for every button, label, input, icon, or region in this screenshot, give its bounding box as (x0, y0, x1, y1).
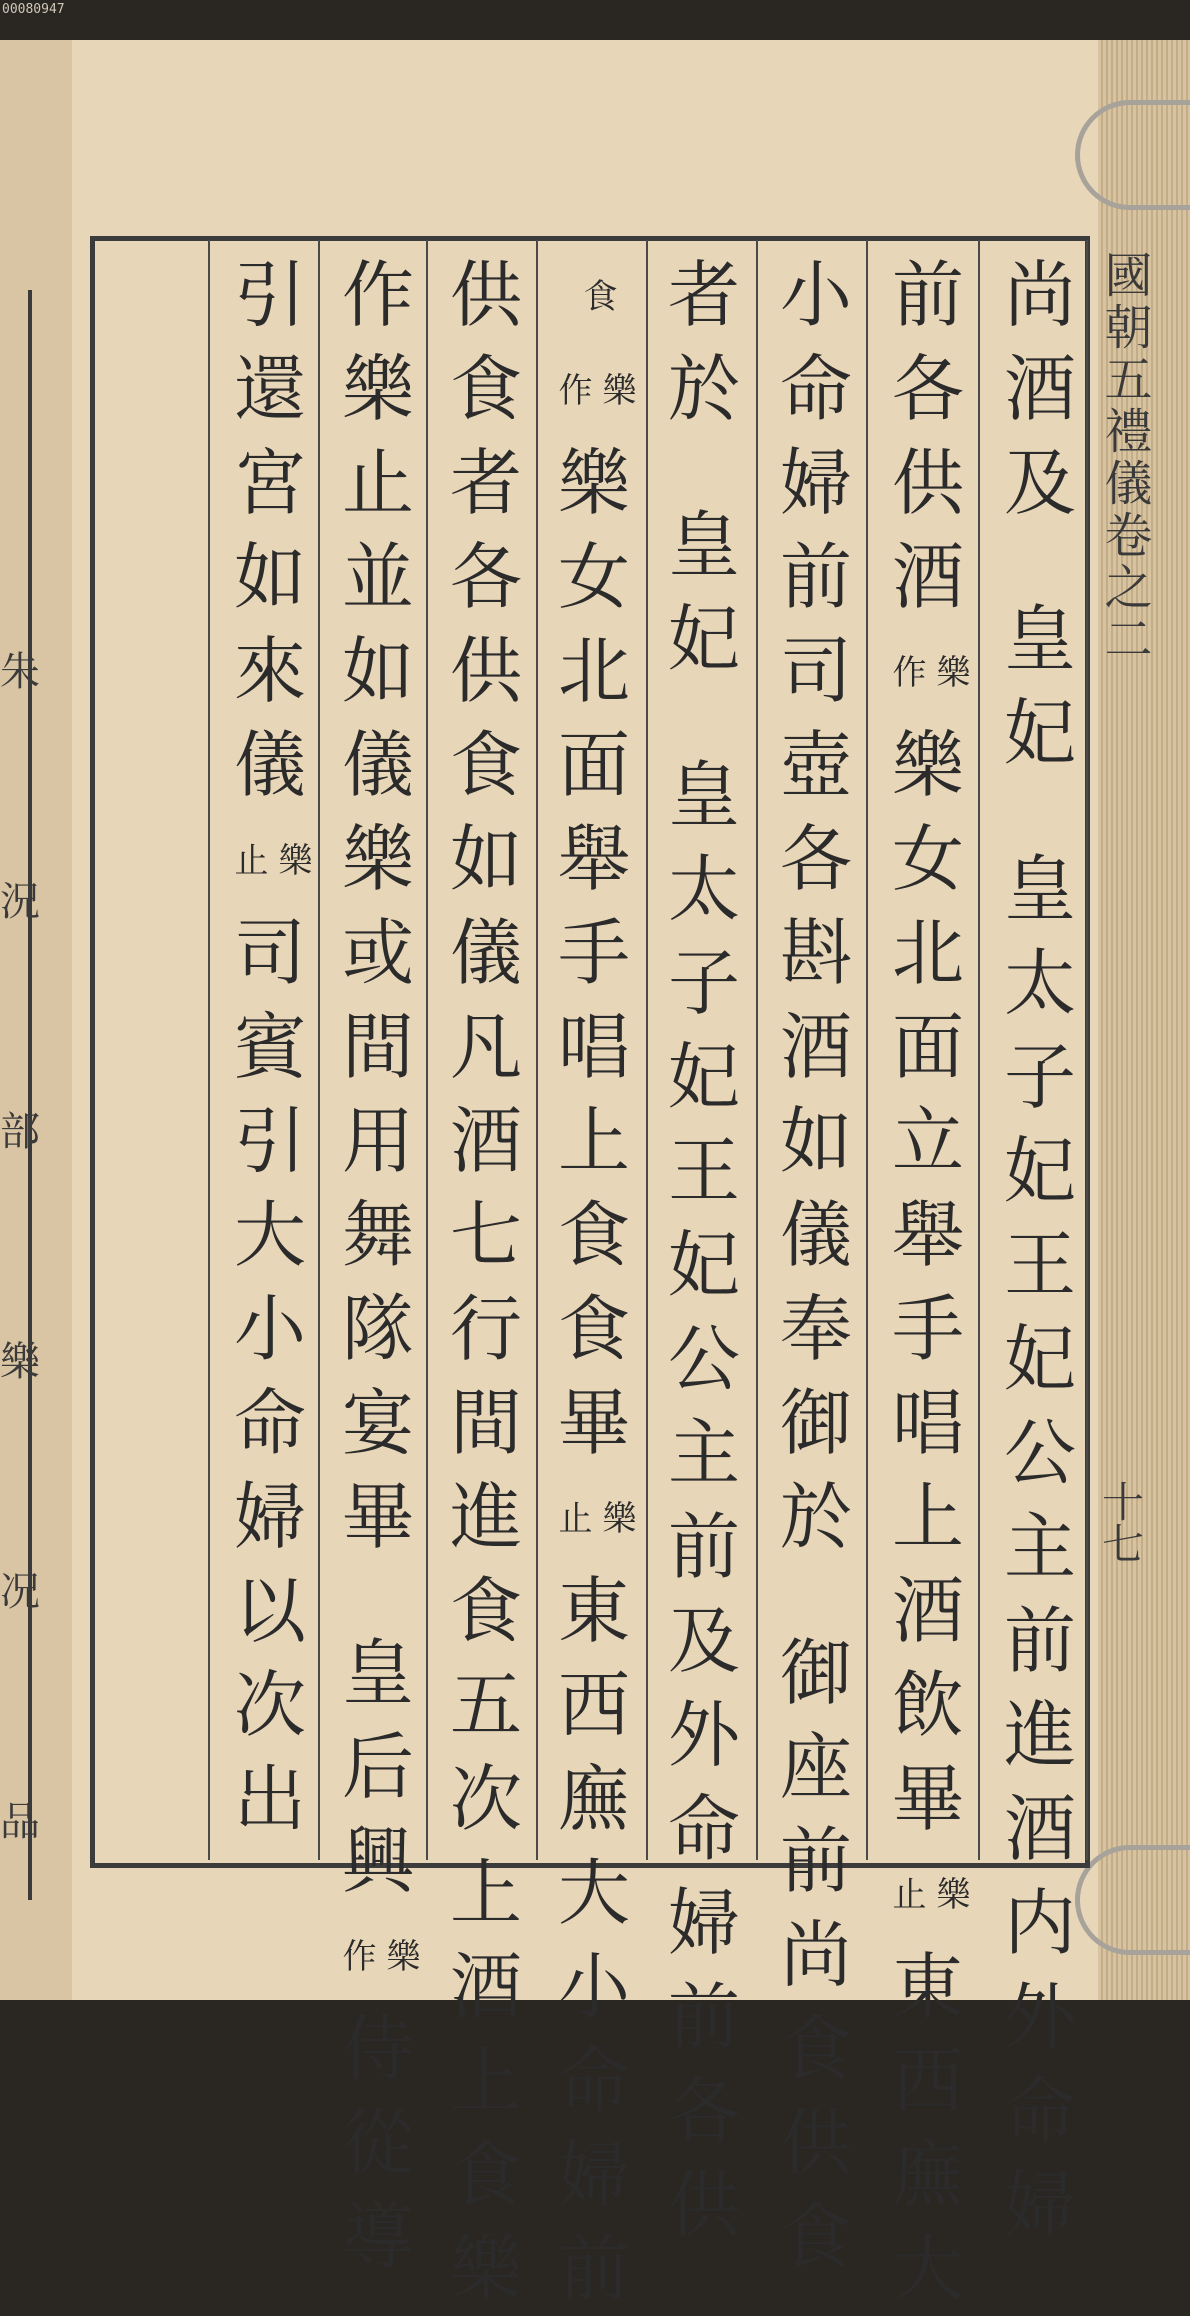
note-char: 食 (577, 278, 617, 312)
text-char: 來 (233, 629, 306, 713)
text-char: 樂 (449, 2227, 522, 2311)
left-leaf-char: 朱 (0, 649, 40, 695)
left-leaf-char: 部 (0, 1109, 40, 1155)
text-char: 婦 (1003, 2163, 1076, 2247)
text-char: 次 (449, 1757, 522, 1841)
text-char: 前 (667, 1975, 740, 2059)
text-char: 婦 (779, 441, 852, 525)
text-char: 供 (449, 253, 522, 337)
text-char: 公 (1003, 1411, 1076, 1495)
text-char: 命 (557, 2039, 630, 2123)
text-column (222, 248, 318, 1846)
text-char: 大 (557, 1851, 630, 1935)
text-char: 大 (891, 2227, 964, 2311)
text-char: 酒 (449, 1099, 522, 1183)
text-char: 妃 (667, 597, 740, 681)
text-char: 供 (891, 441, 964, 525)
text-char: 飲 (891, 1663, 964, 1747)
text-char: 妃 (1003, 1317, 1076, 1401)
text-char: 外 (667, 1693, 740, 1777)
text-char: 及 (667, 1599, 740, 1683)
text-char: 樂 (891, 723, 964, 807)
text-char: 上 (449, 1851, 522, 1935)
text-char: 廡 (557, 1757, 630, 1841)
text-char: 食 (779, 2195, 852, 2279)
text-char: 前 (779, 535, 852, 619)
text-char: 立 (891, 1099, 964, 1183)
text-char: 並 (341, 535, 414, 619)
note-char: 樂 (380, 1938, 420, 1972)
text-char: 御 (779, 1631, 852, 1715)
interlinear-note (553, 342, 635, 436)
text-char: 食 (557, 1193, 630, 1277)
bottom-clip-icon (1075, 1845, 1190, 1955)
text-char: 食 (557, 1287, 630, 1371)
left-leaf-char: 品 (0, 1799, 40, 1845)
scan-id-label: 00080947 (2, 2, 65, 17)
text-char: 樂 (557, 441, 630, 525)
note-char: 樂 (272, 842, 312, 876)
text-char: 畢 (891, 1757, 964, 1841)
text-char: 小 (779, 253, 852, 337)
text-char: 大 (233, 1193, 306, 1277)
text-char: 妃 (1003, 691, 1076, 775)
column-rule (646, 240, 648, 1860)
text-char: 東 (891, 1945, 964, 2029)
text-column (656, 248, 752, 2252)
text-char: 皇 (667, 753, 740, 837)
column-rule (866, 240, 868, 1860)
text-char: 五 (449, 1663, 522, 1747)
text-char: 婦 (667, 1881, 740, 1965)
text-char: 子 (1003, 1035, 1076, 1119)
text-char: 者 (449, 441, 522, 525)
text-char: 前 (667, 1505, 740, 1589)
text-char: 御 (779, 1381, 852, 1465)
text-char: 座 (779, 1725, 852, 1809)
text-char: 北 (557, 629, 630, 713)
folio-number: 十七 (1096, 1480, 1145, 1564)
text-char: 如 (449, 817, 522, 901)
text-char: 食 (779, 2007, 852, 2091)
text-char: 小 (557, 1945, 630, 2029)
left-leaf-char: 樂 (0, 1339, 40, 1385)
text-char: 用 (341, 1099, 414, 1183)
text-char: 主 (1003, 1505, 1076, 1589)
text-char: 上 (449, 2039, 522, 2123)
text-char: 唱 (557, 1005, 630, 1089)
text-column (438, 248, 534, 2316)
interlinear-note (553, 1470, 635, 1564)
previous-page-leaf (0, 40, 80, 2000)
text-char: 命 (1003, 2069, 1076, 2153)
text-char: 七 (449, 1193, 522, 1277)
text-char: 皇 (341, 1631, 414, 1715)
text-char: 西 (557, 1663, 630, 1747)
text-char: 前 (1003, 1599, 1076, 1683)
text-char: 妃 (667, 1035, 740, 1119)
text-char: 北 (891, 911, 964, 995)
text-char: 尚 (779, 1913, 852, 1997)
column-rule (318, 240, 320, 1860)
text-char: 宴 (341, 1381, 414, 1465)
text-char: 及 (1003, 441, 1076, 525)
text-char: 命 (667, 1787, 740, 1871)
text-char: 舉 (891, 1193, 964, 1277)
note-char: 止 (552, 1500, 592, 1534)
text-char: 王 (667, 1129, 740, 1213)
note-char: 作 (886, 654, 926, 688)
text-char: 儀 (779, 1193, 852, 1277)
text-char: 上 (557, 1099, 630, 1183)
text-char: 進 (1003, 1693, 1076, 1777)
text-char: 引 (233, 253, 306, 337)
text-char: 前 (779, 1819, 852, 1903)
text-column (546, 248, 642, 2316)
text-char: 手 (891, 1287, 964, 1371)
text-char: 於 (779, 1475, 852, 1559)
text-char: 主 (667, 1411, 740, 1495)
text-char: 公 (667, 1317, 740, 1401)
text-char: 間 (449, 1381, 522, 1465)
text-char: 侍 (341, 2007, 414, 2091)
text-char: 西 (891, 2039, 964, 2123)
text-char: 女 (557, 535, 630, 619)
text-char: 太 (667, 847, 740, 931)
text-column (768, 248, 864, 2284)
text-char: 如 (779, 1099, 852, 1183)
text-char: 還 (233, 347, 306, 431)
text-char: 酒 (891, 535, 964, 619)
text-char: 各 (449, 535, 522, 619)
text-char: 命 (779, 347, 852, 431)
note-char: 樂 (930, 1876, 970, 1910)
text-char: 從 (341, 2101, 414, 2185)
text-char: 或 (341, 911, 414, 995)
text-char: 司 (233, 911, 306, 995)
text-char: 舉 (557, 817, 630, 901)
text-char: 畢 (341, 1475, 414, 1559)
text-char: 食 (449, 2133, 522, 2217)
column-rule (756, 240, 758, 1860)
text-char: 東 (557, 1569, 630, 1653)
column-rule (208, 240, 210, 1860)
text-char: 供 (667, 2163, 740, 2247)
text-char: 小 (233, 1287, 306, 1371)
text-char: 如 (233, 535, 306, 619)
text-char: 手 (557, 911, 630, 995)
text-char: 女 (891, 817, 964, 901)
text-char: 舞 (341, 1193, 414, 1277)
text-char: 出 (233, 1757, 306, 1841)
text-char: 凡 (449, 1005, 522, 1089)
text-char: 酒 (1003, 347, 1076, 431)
text-char: 酒 (449, 1945, 522, 2029)
text-char: 止 (341, 441, 414, 525)
left-leaf-char: 况 (0, 1569, 40, 1615)
text-char: 畢 (557, 1381, 630, 1465)
text-char: 導 (341, 2195, 414, 2279)
text-char: 外 (1003, 1975, 1076, 2059)
text-char: 皇 (1003, 847, 1076, 931)
text-char: 面 (557, 723, 630, 807)
note-char: 止 (228, 842, 268, 876)
interlinear-note (572, 248, 616, 342)
text-char: 儀 (449, 911, 522, 995)
column-rule (978, 240, 980, 1860)
text-char: 行 (449, 1287, 522, 1371)
text-char: 婦 (233, 1475, 306, 1559)
interlinear-note (337, 1908, 419, 2002)
text-char: 進 (449, 1475, 522, 1559)
text-char: 前 (891, 253, 964, 337)
text-char: 婦 (557, 2133, 630, 2217)
text-char: 壺 (779, 723, 852, 807)
interlinear-note (887, 624, 969, 718)
text-char: 食 (449, 347, 522, 431)
text-char: 妃 (667, 1223, 740, 1307)
text-column (330, 248, 426, 2284)
text-char: 妃 (1003, 1129, 1076, 1213)
text-char: 食 (449, 1569, 522, 1653)
text-char: 内 (1003, 1881, 1076, 1965)
text-char: 上 (891, 1475, 964, 1559)
text-char: 各 (667, 2069, 740, 2153)
text-char: 食 (449, 723, 522, 807)
text-char: 命 (233, 1381, 306, 1465)
margin-title: 國朝五禮儀卷之二 (1096, 250, 1152, 666)
text-char: 后 (341, 1725, 414, 1809)
column-rule (536, 240, 538, 1860)
text-char: 次 (233, 1663, 306, 1747)
text-char: 引 (233, 1099, 306, 1183)
text-char: 以 (233, 1569, 306, 1653)
text-char: 王 (1003, 1223, 1076, 1307)
text-char: 唱 (891, 1381, 964, 1465)
text-char: 酒 (1003, 1787, 1076, 1871)
text-char: 皇 (667, 503, 740, 587)
text-char: 司 (779, 629, 852, 713)
interlinear-note (887, 1846, 969, 1940)
left-page-border (10, 290, 32, 1900)
text-char: 如 (341, 629, 414, 713)
text-char: 樂 (341, 347, 414, 431)
text-char: 作 (341, 253, 414, 337)
text-char: 間 (341, 1005, 414, 1089)
text-char: 前 (557, 2227, 630, 2311)
text-char: 各 (891, 347, 964, 431)
text-char: 廡 (891, 2133, 964, 2217)
text-char: 隊 (341, 1287, 414, 1371)
note-char: 樂 (596, 1500, 636, 1534)
text-char: 各 (779, 817, 852, 901)
text-char: 賓 (233, 1005, 306, 1089)
text-char: 酒 (891, 1569, 964, 1653)
text-char: 者 (667, 253, 740, 337)
text-char: 奉 (779, 1287, 852, 1371)
note-char: 作 (552, 372, 592, 406)
note-char: 作 (336, 1938, 376, 1972)
note-char: 止 (886, 1876, 926, 1910)
text-char: 興 (341, 1819, 414, 1903)
text-char: 儀 (341, 723, 414, 807)
text-char: 酒 (779, 1005, 852, 1089)
text-char: 於 (667, 347, 740, 431)
note-char: 樂 (930, 654, 970, 688)
text-column (880, 248, 976, 2316)
text-char: 斟 (779, 911, 852, 995)
column-rule (426, 240, 428, 1860)
text-char: 子 (667, 941, 740, 1025)
text-char: 樂 (341, 817, 414, 901)
top-clip-icon (1075, 100, 1190, 210)
interlinear-note (229, 812, 311, 906)
note-char: 樂 (596, 372, 636, 406)
left-leaf-char: 況 (0, 879, 40, 925)
text-char: 供 (779, 2101, 852, 2185)
text-column (992, 248, 1088, 2252)
text-char: 供 (449, 629, 522, 713)
text-char: 太 (1003, 941, 1076, 1025)
text-char: 尚 (1003, 253, 1076, 337)
text-char: 宮 (233, 441, 306, 525)
text-char: 面 (891, 1005, 964, 1089)
text-char: 皇 (1003, 597, 1076, 681)
text-char: 儀 (233, 723, 306, 807)
